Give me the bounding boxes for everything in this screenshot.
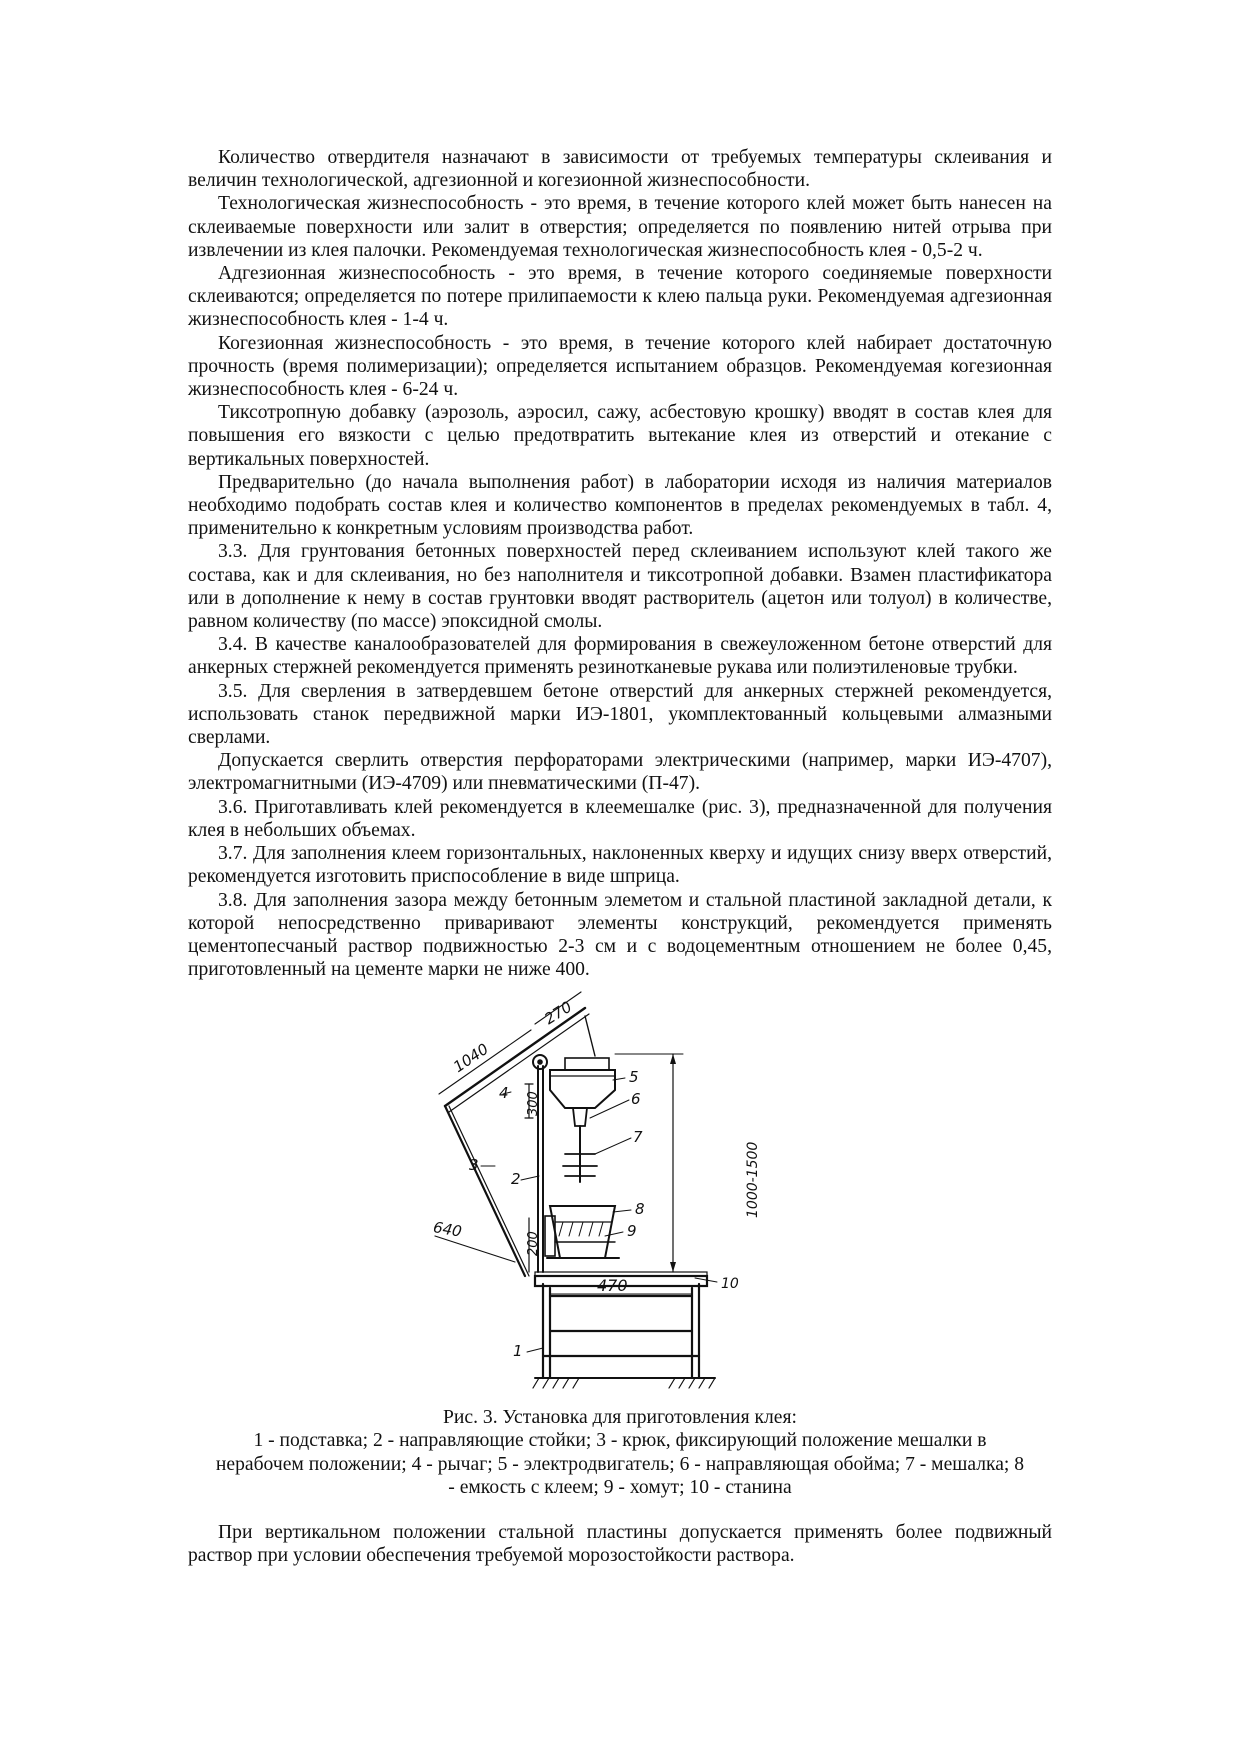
ground-hatch	[533, 1378, 715, 1388]
guide-holder	[573, 1108, 587, 1126]
callout-9: 9	[627, 1222, 637, 1240]
container-hatch	[559, 1222, 603, 1236]
paragraph: 3.3. Для грунтования бетонных поверхностей перед склеиванием используют клей такого же состава, как и для склеивания, но без наполнителя и тиксотропной добавки. Взамен пластификатора или в дополнение к нему в состав грунтовки вводят растворитель (ацетон или толуол) в количестве, равном количеству (по массе) эпоксидной смолы.	[188, 541, 1052, 633]
dim-470-label: 470	[597, 1276, 628, 1295]
motor-top	[565, 1058, 609, 1070]
paragraph: 3.8. Для заполнения зазора между бетонным элеметом и стальной пластиной закладной детали, к которой непосредственно приваривают элементы конструкций, рекомендуется применять цементопесчаный раствор подвижностью 2-3 см и с водоцементным отношением не более 0,45, приготовленный на цементе марки не ниже 400.	[188, 889, 1052, 981]
caption-title: Рис. 3. Установка для приготовления клея:	[443, 1407, 797, 1428]
dim-640-line	[435, 1236, 515, 1262]
paragraph: Количество отвердителя назначают в зависимости от требуемых температуры склеивания и величин технологической, адгезионной и когезионной жизнеспособности.	[188, 147, 1052, 192]
dim-200-label: 200	[526, 1231, 541, 1256]
callout-10: 10	[721, 1276, 739, 1292]
callout-1: 1	[513, 1342, 523, 1360]
callout-5: 5	[629, 1068, 639, 1086]
paragraph: 3.6. Приготавливать клей рекомендуется в клеемешалке (рис. 3), предназначенной для получения клея в небольших объемах.	[188, 796, 1052, 841]
paragraph: Тиксотропную добавку (аэрозоль, аэросил, сажу, асбестовую крошку) вводят в состав клея для повышения его вязкости с целью предотвратить вытекание клея из отверстий и отекание с вертикальных поверхностей.	[188, 402, 1052, 470]
hook-rod-2	[449, 1106, 529, 1276]
dim-640-label: 640	[431, 1218, 464, 1241]
callout-8: 8	[635, 1200, 645, 1218]
closing-text	[188, 1521, 1052, 1567]
counter-rope	[585, 1016, 595, 1056]
callout-2: 2	[511, 1170, 521, 1188]
dim-1040-label: 1040	[450, 1039, 492, 1077]
caption-line: - емкость с клеем; 9 - хомут; 10 - станина	[448, 1477, 792, 1499]
dim-300-label: 300	[526, 1091, 541, 1116]
paragraph: 3.4. В качестве каналообразователей для формирования в свежеуложенном бетоне отверстий для анкерных стержней рекомендуется применять резинотканевые рукава или полиэтиленовые трубки.	[188, 634, 1052, 679]
paragraph: Допускается сверлить отверстия перфораторами электрическими (например, марки ИЭ-4707), электромагнитными (ИЭ-4709) или пневматическими (П-47).	[188, 750, 1052, 795]
paragraph: 3.7. Для заполнения клеем горизонтальных, наклоненных кверху и идущих снизу вверх отверстий, рекомендуется изготовить приспособление в виде шприца.	[188, 843, 1052, 888]
leader-lines	[481, 1078, 717, 1352]
paragraph: Когезионная жизнеспособность - это время, в течение которого клей набирает достаточную прочность (время полимеризации); определяется испытанием образцов. Рекомендуемая когезионная жизнеспособность клея - 6-24 ч.	[188, 332, 1052, 401]
body-text	[188, 146, 1052, 981]
glue-mixer-drawing	[431, 997, 785, 1406]
technical-drawing	[431, 997, 785, 1406]
callout-4: 4	[499, 1084, 509, 1102]
caption-line: нерабочем положении; 4 - рычаг; 5 - электродвигатель; 6 - направляющая обойма; 7 - мешалка; 8	[215, 1453, 1025, 1475]
dim-height-label: 1000-1500	[745, 1141, 761, 1218]
hook-rod	[445, 1106, 525, 1276]
paragraph: Технологическая жизнеспособность - это время, в течение которого клей может быть нанесен на склеиваемые поверхности или залит в отверстия; определяется по появлению нитей отрыва при извлечении из клея палочки. Рекомендуемая технологическая жизнеспособность клея - 0,5-2 ч.	[188, 193, 1052, 261]
figure-caption	[188, 1406, 1052, 1500]
caption-line: 1 - подставка; 2 - направляющие стойки; 3 - крюк, фиксирующий положение мешалки в	[253, 1430, 987, 1452]
callout-6: 6	[631, 1090, 641, 1108]
paragraph: При вертикальном положении стальной пластины допускается применять более подвижный раствор при условии обеспечения требуемой морозостойкости раствора.	[188, 1522, 1052, 1567]
paragraph: 3.5. Для сверления в затвердевшем бетоне отверстий для анкерных стержней рекомендуется, использовать станок передвижной марки ИЭ-1801, укомплектованный кольцевыми алмазными сверлами.	[188, 680, 1052, 749]
callout-7: 7	[633, 1128, 643, 1146]
dim-270-label: 270	[541, 997, 576, 1029]
paragraph: Адгезионная жизнеспособность - это время, в течение которого соединяемые поверхности склеиваются; определяется по потере прилипаемости к клею пальца руки. Рекомендуемая адгезионная жизнеспособность клея - 1-4 ч.	[188, 263, 1052, 331]
stand-frame	[543, 1284, 699, 1378]
callout-3: 3	[469, 1156, 479, 1174]
paragraph: Предварительно (до начала выполнения работ) в лаборатории исходя из наличия материалов необходимо подобрать состав клея и количество компонентов в пределах рекомендуемых в табл. 4, применительно к конкретным условиям производства работ.	[188, 471, 1052, 540]
